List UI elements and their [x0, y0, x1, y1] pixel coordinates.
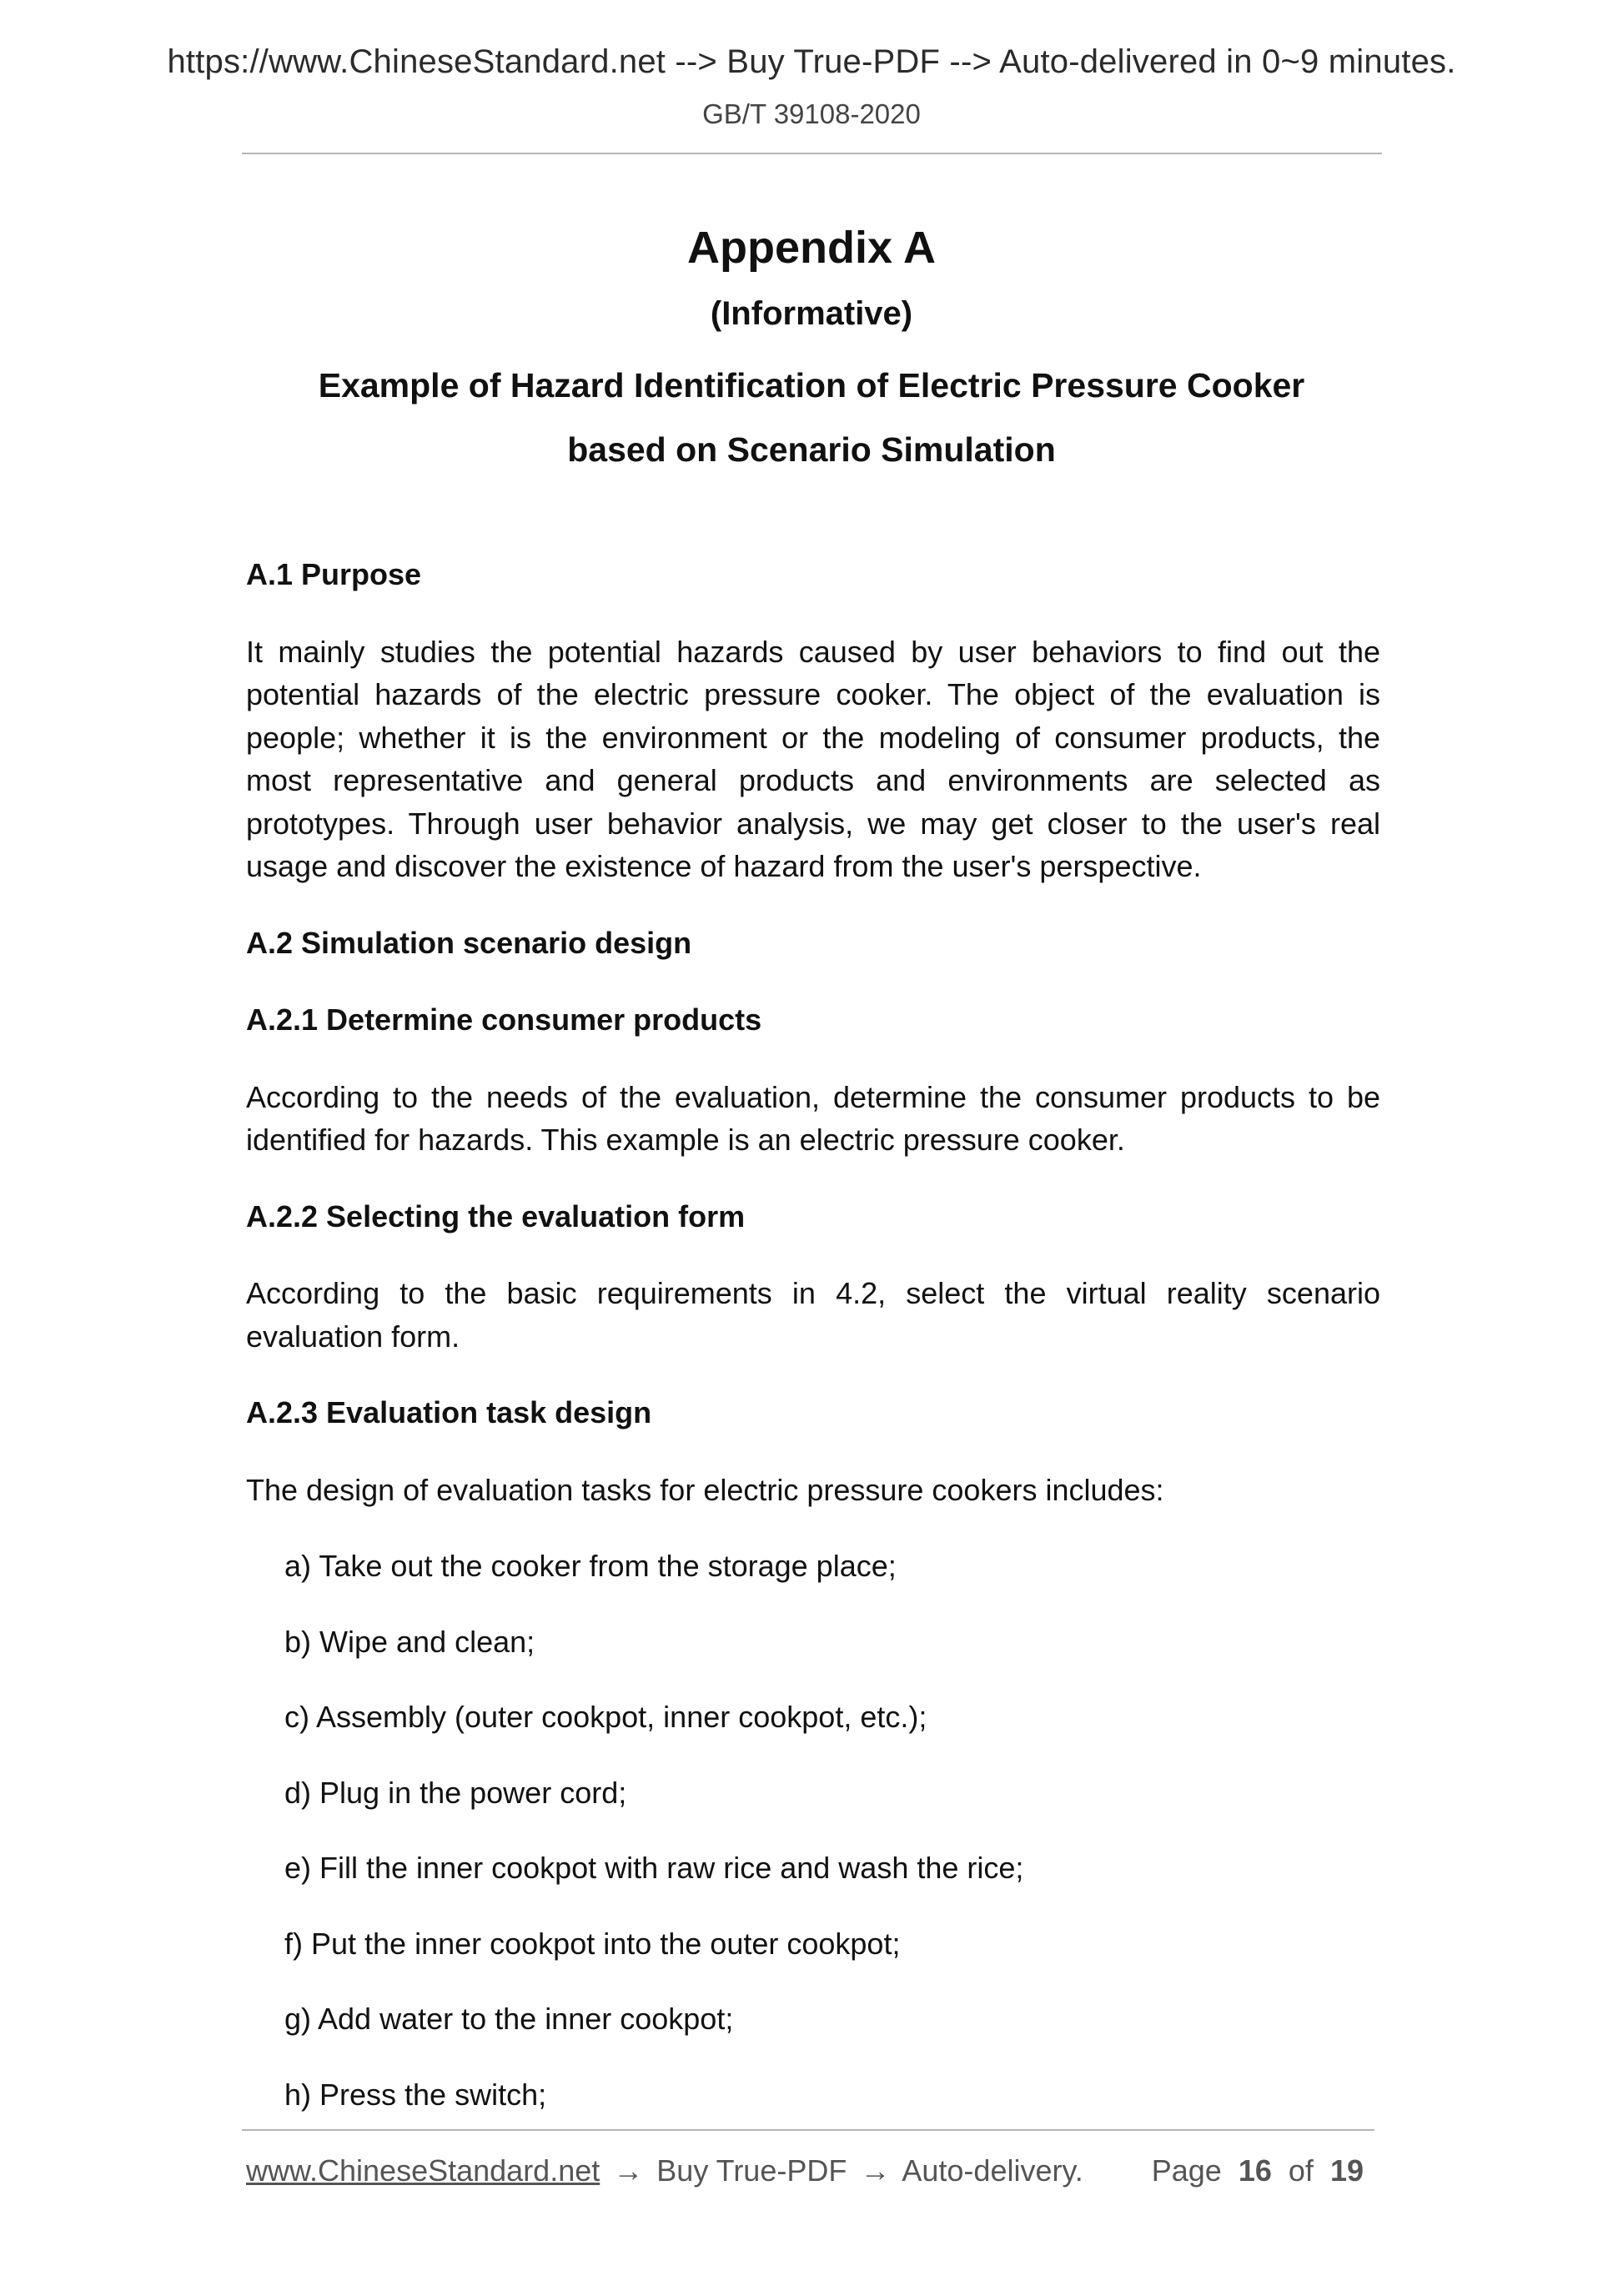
- section-a1-heading: A.1 Purpose: [246, 557, 422, 591]
- section-a21-heading: A.2.1 Determine consumer products: [246, 1002, 762, 1037]
- section-a23-heading: A.2.3 Evaluation task design: [246, 1395, 652, 1429]
- document-body: [246, 553, 1380, 2148]
- appendix-heading-line1: Example of Hazard Identification of Electric Pressure Cooker: [318, 366, 1305, 404]
- footer-divider: [242, 2129, 1374, 2131]
- page-total: 19: [1329, 2153, 1364, 2188]
- list-item: f) Put the inner cookpot into the outer cookpot;: [284, 1926, 901, 1961]
- section-a22-heading: A.2.2 Selecting the evaluation form: [246, 1198, 746, 1233]
- appendix-heading: [0, 354, 1623, 482]
- appendix-title: Appendix A: [686, 223, 936, 273]
- list-item: b) Wipe and clean;: [284, 1624, 535, 1659]
- appendix-title-block: [0, 219, 1623, 482]
- arrow-right-icon: →: [613, 2153, 644, 2188]
- page-label: Page: [1151, 2153, 1222, 2188]
- list-item: h) Press the switch;: [284, 2077, 547, 2112]
- evaluation-task-list: [246, 1545, 1380, 2116]
- section-a23-intro: The design of evaluation tasks for electric pressure cookers includes:: [246, 1472, 1164, 1507]
- page-current: 16: [1238, 2153, 1272, 2188]
- list-item: e) Fill the inner cookpot with raw rice and wash the rice;: [284, 1851, 1024, 1885]
- source-banner[interactable]: https://www.ChineseStandard.net --> Buy True-PDF --> Auto-delivered in 0~9 minutes.: [167, 43, 1456, 80]
- arrow-right-icon: →: [860, 2153, 891, 2188]
- footer-buy-text: Buy True-PDF: [656, 2153, 847, 2188]
- appendix-type: (Informative): [710, 295, 913, 332]
- list-item: g) Add water to the inner cookpot;: [284, 2002, 734, 2036]
- standard-code: GB/T 39108-2020: [702, 98, 921, 129]
- header-divider: [242, 153, 1382, 154]
- list-item: c) Assembly (outer cookpot, inner cookpot, etc.);: [284, 1700, 927, 1734]
- section-a1-body: It mainly studies the potential hazards caused by user behaviors to find out the potential hazards of the electric pressure cooker. The object of the evaluation is people; whether it is the environment or the modeling of consumer products, the most representative and general products and environments are selected as prototypes. Through user behavior analysis, we may get closer to the user's real usage and discover the existence of hazard from the user's perspective.: [246, 634, 1380, 883]
- section-a21-body: According to the needs of the evaluation, determine the consumer products to be identified for hazards. This example is an electric pressure cooker.: [246, 1079, 1380, 1157]
- appendix-heading-line2: based on Scenario Simulation: [567, 430, 1056, 469]
- section-a2-heading: A.2 Simulation scenario design: [246, 925, 692, 960]
- footer-delivery-text: Auto-delivery.: [902, 2153, 1083, 2188]
- page-of-label: of: [1288, 2153, 1314, 2188]
- list-item: a) Take out the cooker from the storage place;: [284, 1549, 897, 1583]
- footer-site-link[interactable]: www.ChineseStandard.net: [246, 2153, 600, 2188]
- footer-promo: [246, 2150, 1083, 2192]
- section-a22-body: According to the basic requirements in 4.2, select the virtual reality scenario evaluation form.: [246, 1276, 1380, 1354]
- list-item: d) Plug in the power cord;: [284, 1775, 627, 1810]
- page-number: [1152, 2150, 1372, 2192]
